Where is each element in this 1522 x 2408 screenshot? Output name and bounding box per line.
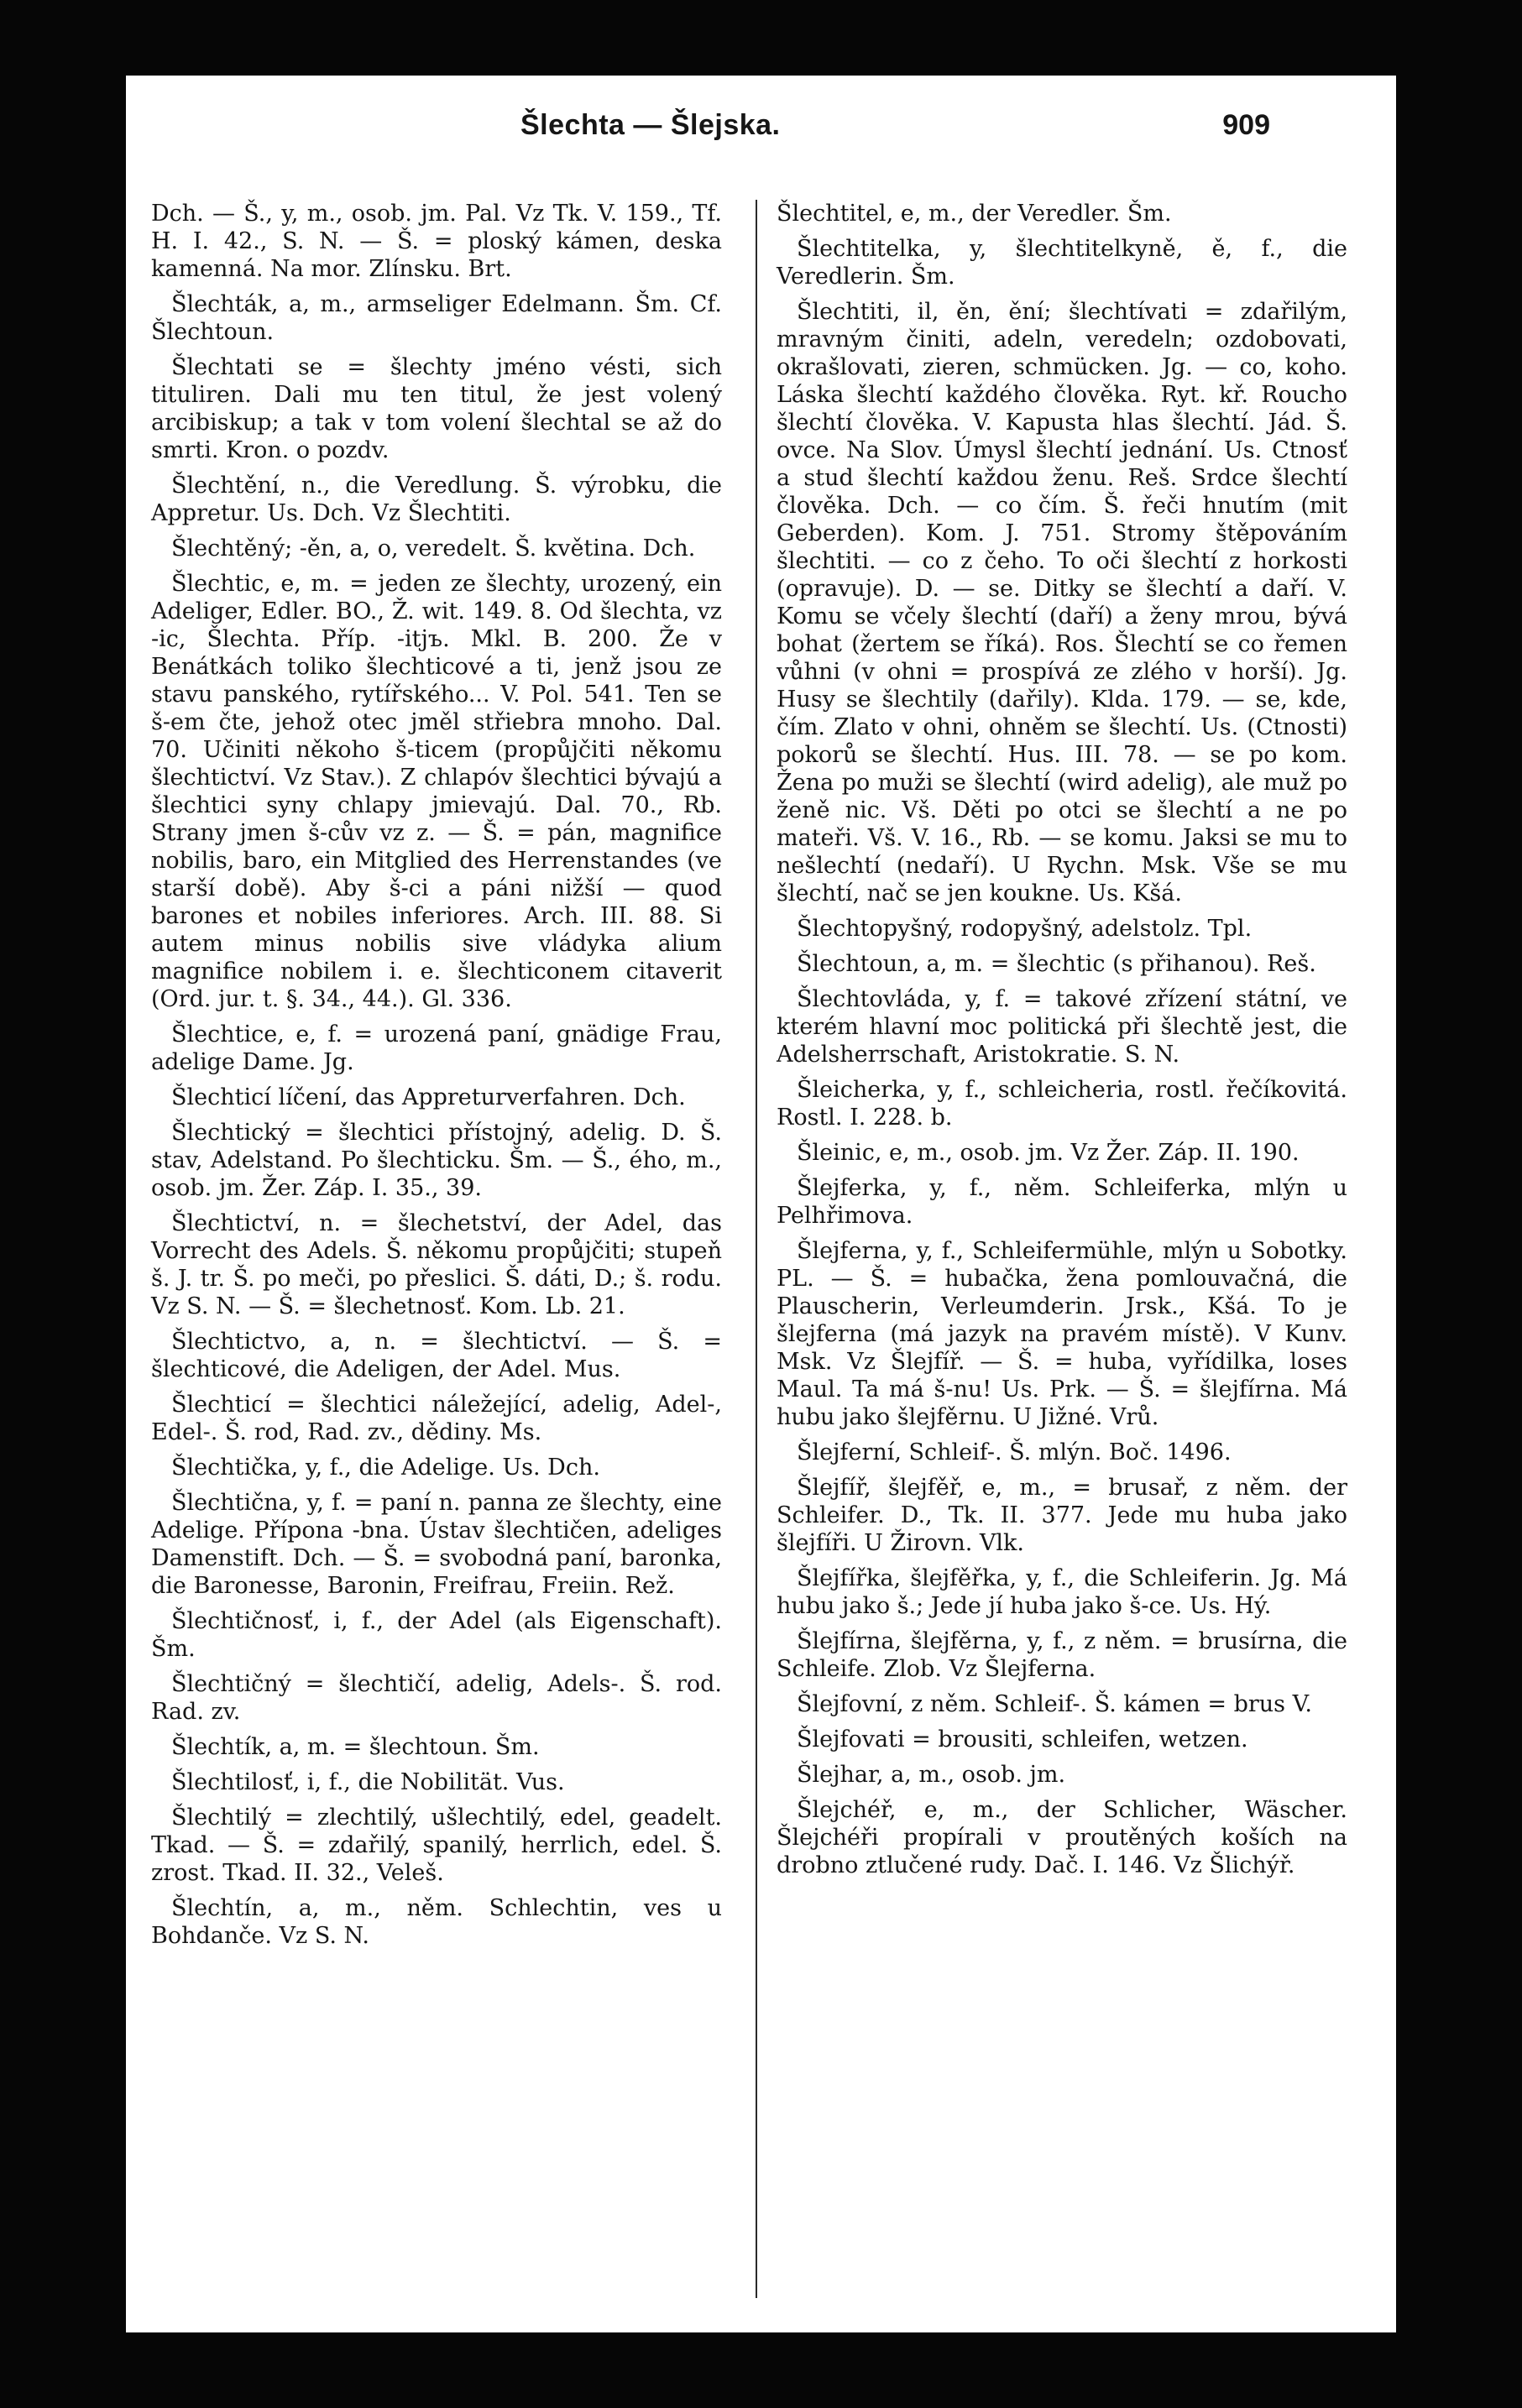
dictionary-entry: Šlechtic, e, m. = jeden ze šlechty, urozený, ein Adeliger, Edler. BO., Ž. wit. 149. 8. Od šlechta, vz -ic, Šlechta. Příp. -itjъ. Mkl. B. 200. Že v Benátkách toliko šlechticové a ti, jenž jsou ze stavu panského, rytířského... V. Pol. 541. Ten se š-em čte, jehož otec jměl střiebra mnoho. Dal. 70. Učiniti někoho š-ticem (propůjčiti někomu šlechtictví. Vz Stav.). Z chlapóv šlechtici bývajú a šlechtici syny chlapy jmievajú. Dal. 70., Rb. Strany jmen š-cův vz z. — Š. = pán, magnifice nobilis, baro, ein Mitglied des Herrenstandes (ve starší době). Aby š-ci a páni nižší — quod barones et nobiles inferiores. Arch. III. 88. Si autem minus nobilis sive vládyka alium magnifice nobilem i. e. šlechticonem citaverit (Ord. jur. t. §. 34., 44.). Gl. 336. bbox=[151, 571, 722, 1012]
dictionary-entry: Šlechtice, e, f. = urozená paní, gnädige Frau, adelige Dame. Jg. bbox=[151, 1021, 722, 1075]
dictionary-entry: Šlechtictvo, a, n. = šlechtictví. — Š. = šlechticové, die Adeligen, der Adel. Mus. bbox=[151, 1329, 722, 1382]
dictionary-entry: Šlejfířka, šlejfěřka, y, f., die Schleiferin. Jg. Má hubu jako š.; Jede jí huba jako š-ce. Us. Hý. bbox=[777, 1565, 1347, 1619]
dictionary-entry: Šlejfírna, šlejfěrna, y, f., z něm. = brusírna, die Schleife. Zlob. Vz Šlejferna. bbox=[777, 1628, 1347, 1682]
dictionary-entry: Šleicherka, y, f., schleicheria, rostl. řečíkovitá. Rostl. I. 228. b. bbox=[777, 1077, 1347, 1131]
dictionary-entry: Šlechtopyšný, rodopyšný, adelstolz. Tpl. bbox=[797, 916, 1253, 942]
dictionary-entry: Šlejferna, y, f., Schleifermühle, mlýn u Sobotky. PL. — Š. = hubačka, žena pomlouvačná, die Plauscherin, Verleumderin. Jrsk., Kšá. To je šlejferna (má jazyk na pravém místě). V Kunv. Msk. Vz Šlejfíř. — Š. = huba, vyřídilka, loses Maul. Ta má š-nu! Us. Prk. — Š. = šlejfírna. Má hubu jako šlejfěrnu. U Jižné. Vrů. bbox=[777, 1238, 1347, 1430]
dictionary-entry: Šlechtilý = zlechtilý, ušlechtilý, edel, geadelt. Tkad. — Š. = zdařilý, spanilý, herrlich, edel. Š. zrost. Tkad. II. 32., Veleš. bbox=[151, 1805, 722, 1886]
dictionary-entry: Šlechtín, a, m., něm. Schlechtin, ves u Bohdanče. Vz S. N. bbox=[151, 1895, 722, 1949]
dictionary-entry: Šlechtěný; -ěn, a, o, veredelt. Š. květina. Dch. bbox=[171, 535, 696, 562]
dictionary-entry: Šlejferka, y, f., něm. Schleiferka, mlýn u Pelhřimova. bbox=[777, 1175, 1347, 1229]
dictionary-entry: Šlechtiti, il, ěn, ění; šlechtívati = zdařilým, mravným činiti, adeln, veredeln; ozdobovati, okrašlovati, zieren, schmücken. Jg. — co, koho. Láska šlechtí každého člověka. Ryt. kř. Roucho šlechtí člověka. V. Kapusta hlas šlechtí. Jád. Š. ovce. Na Slov. Úmysl šlechtí jednání. Us. Ctnosť a stud šlechtí každou ženu. Reš. Srdce šlechtí člověka. Dch. — co čím. Š. řeči hnutím (mit Geberden). Kom. J. 751. Stromy štěpováním šlechtiti. — co z čeho. To oči šlechtí z horkosti (opravuje). D. — se. Ditky se šlechtí a daří. V. Komu se včely šlechtí (daří) a ženy mrou, bývá bohat (žertem se říká). Ros. Šlechtí se co řemen vůhni (v ohni = prospívá ze zlého v horší). Jg. Husy se šlechtily (dařily). Klda. 179. — se, kde, čím. Zlato v ohni, ohněm se šlechtí. Us. (Ctnosti) pokorů se šlechtí. Hus. III. 78. — se po kom. Žena po muži se šlechtí (wird adelig), ale muž po ženě nic. Vš. Děti po otci se šlechtí a ne po mateři. Vš. V. 16., Rb. — se komu. Jaksi se mu to nešlechtí (nedaří). U Rychn. Msk. Vše se mu šlechtí, nač se jen koukne. Us. Kšá. bbox=[777, 299, 1347, 906]
dictionary-page bbox=[126, 76, 1396, 2332]
dictionary-entry: Šleinic, e, m., osob. jm. Vz Žer. Záp. II. 190. bbox=[797, 1140, 1300, 1166]
dictionary-entry: Šlechtičný = šlechtičí, adelig, Adels-. Š. rod. Rad. zv. bbox=[151, 1671, 722, 1725]
dictionary-entry: Šlechtický = šlechtici přístojný, adelig. D. Š. stav, Adelstand. Po šlechticku. Šm. — Š., ého, m., osob. jm. Žer. Záp. I. 35., 39. bbox=[151, 1120, 722, 1201]
dictionary-entry: Šlechtička, y, f., die Adelige. Us. Dch. bbox=[171, 1455, 600, 1481]
column-divider bbox=[756, 200, 757, 2298]
dictionary-entry: Šlejferní, Schleif-. Š. mlýn. Boč. 1496. bbox=[797, 1439, 1232, 1465]
right-column bbox=[777, 200, 1347, 1887]
left-column bbox=[151, 200, 722, 1957]
dictionary-entry: Šlechticí = šlechtici náležející, adelig, Adel-, Edel-. Š. rod, Rad. zv., dědiny. Ms. bbox=[151, 1392, 722, 1445]
running-header bbox=[126, 109, 1396, 159]
dictionary-entry: Šlechtík, a, m. = šlechtoun. Šm. bbox=[171, 1734, 540, 1760]
dictionary-entry: Šlejfovní, z něm. Schleif-. Š. kámen = brus V. bbox=[797, 1691, 1312, 1717]
dictionary-entry: Šlechtění, n., die Veredlung. Š. výrobku, die Appretur. Us. Dch. Vz Šlechtiti. bbox=[151, 473, 722, 526]
dictionary-entry: Šlejfovati = brousiti, schleifen, wetzen. bbox=[797, 1726, 1248, 1752]
dictionary-entry: Šlechtičnosť, i, f., der Adel (als Eigenschaft). Šm. bbox=[151, 1608, 722, 1662]
page-number: 909 bbox=[1222, 109, 1270, 141]
dictionary-entry: Šlechtovláda, y, f. = takové zřízení státní, ve kterém hlavní moc politická při šlechtě jest, die Adelsherrschaft, Aristokratie. S. N. bbox=[777, 986, 1347, 1068]
dictionary-entry: Šlechticí líčení, das Appreturverfahren. Dch. bbox=[171, 1084, 686, 1110]
dictionary-entry: Šlechtictví, n. = šlechetství, der Adel, das Vorrecht des Adels. Š. někomu propůjčiti; stupeň š. J. tr. Š. po meči, po přeslici. Š. dáti, D.; š. rodu. Vz S. N. — Š. = šlechetnosť. Kom. Lb. 21. bbox=[151, 1210, 722, 1319]
dictionary-entry: Šlejfíř, šlejfěř, e, m., = brusař, z něm. der Schleifer. D., Tk. II. 377. Jede mu huba jako šlejfíři. U Žirovn. Vlk. bbox=[777, 1475, 1347, 1556]
dictionary-entry: Šlechtoun, a, m. = šlechtic (s přihanou). Reš. bbox=[797, 951, 1316, 977]
dictionary-entry: Šlechtična, y, f. = paní n. panna ze šlechty, eine Adelige. Přípona -bna. Ústav šlechtičen, adeliges Damenstift. Dch. — Š. = svobodná paní, baronka, die Baronesse, Baronin, Freifrau, Freiin. Rež. bbox=[151, 1490, 722, 1599]
dictionary-entry: Šlejchéř, e, m., der Schlicher, Wäscher. Šlejchéři propírali v proutěných koších na drobno ztlučené rudy. Dač. I. 146. Vz Šlichýř. bbox=[777, 1797, 1347, 1878]
running-title: Šlechta — Šlejska. bbox=[520, 109, 781, 141]
dictionary-entry: Šlechtitel, e, m., der Veredler. Šm. bbox=[777, 201, 1172, 227]
dictionary-entry: Dch. — Š., y, m., osob. jm. Pal. Vz Tk. V. 159., Tf. H. I. 42., S. N. — Š. = ploský kámen, deska kamenná. Na mor. Zlínsku. Brt. bbox=[151, 201, 722, 282]
dictionary-entry: Šlejhar, a, m., osob. jm. bbox=[797, 1762, 1066, 1788]
dictionary-entry: Šlechtati se = šlechty jméno vésti, sich tituliren. Dali mu ten titul, že jest volený arcibiskup; a tak v tom volení šlechtal se až do smrti. Kron. o pozdv. bbox=[151, 354, 722, 463]
dictionary-entry: Šlechták, a, m., armseliger Edelmann. Šm. Cf. Šlechtoun. bbox=[151, 291, 722, 345]
dictionary-entry: Šlechtilosť, i, f., die Nobilität. Vus. bbox=[171, 1769, 565, 1795]
dictionary-entry: Šlechtitelka, y, šlechtitelkyně, ě, f., die Veredlerin. Šm. bbox=[777, 236, 1347, 290]
